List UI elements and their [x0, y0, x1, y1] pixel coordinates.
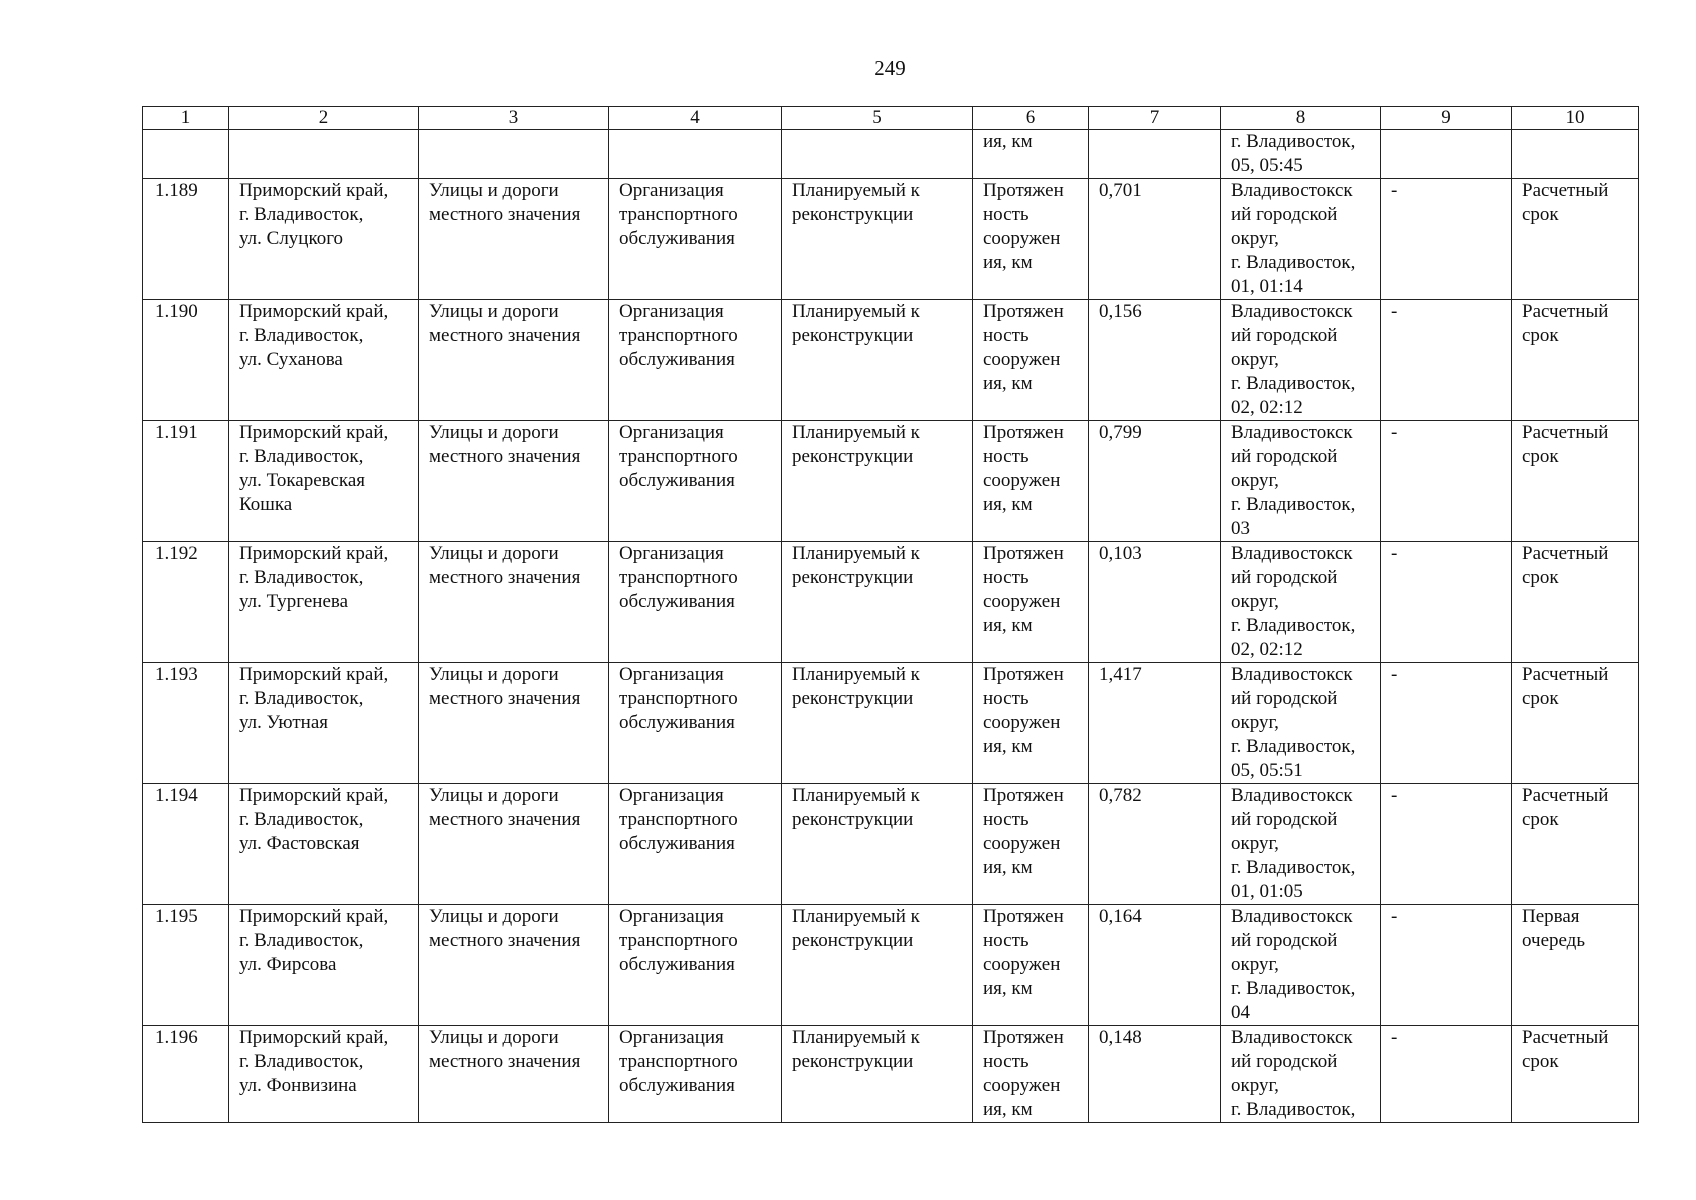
- cell-status: Планируемый к реконструкции: [782, 663, 973, 784]
- cell-location: Владивостокск ий городской округ, г. Владивосток, 05, 05:51: [1221, 663, 1381, 784]
- cell-status: Планируемый к реконструкции: [782, 421, 973, 542]
- cell-num: 1.190: [143, 300, 229, 421]
- cell-location: Владивостокск ий городской округ, г. Владивосток, 03: [1221, 421, 1381, 542]
- table-row: [143, 1026, 1639, 1123]
- cell-value: 1,417: [1089, 663, 1221, 784]
- cell-measure: Протяжен ность сооружен ия, км: [973, 905, 1089, 1026]
- column-header: 2: [229, 107, 419, 130]
- cell-zone: -: [1381, 663, 1512, 784]
- cell-type: Улицы и дороги местного значения: [419, 179, 609, 300]
- cell-purpose: [609, 130, 782, 179]
- cell-name: Приморский край, г. Владивосток, ул. Суханова: [229, 300, 419, 421]
- cell-purpose: Организация транспортного обслуживания: [609, 663, 782, 784]
- cell-location: г. Владивосток, 05, 05:45: [1221, 130, 1381, 179]
- cell-status: Планируемый к реконструкции: [782, 300, 973, 421]
- column-header: 1: [143, 107, 229, 130]
- cell-zone: -: [1381, 784, 1512, 905]
- cell-type: Улицы и дороги местного значения: [419, 542, 609, 663]
- cell-status: Планируемый к реконструкции: [782, 905, 973, 1026]
- cell-term: Расчетный срок: [1512, 179, 1639, 300]
- column-header: 5: [782, 107, 973, 130]
- column-header: 9: [1381, 107, 1512, 130]
- cell-num: 1.194: [143, 784, 229, 905]
- table-row: [143, 905, 1639, 1026]
- cell-type: [419, 130, 609, 179]
- cell-type: Улицы и дороги местного значения: [419, 784, 609, 905]
- cell-measure: Протяжен ность сооружен ия, км: [973, 663, 1089, 784]
- cell-num: 1.191: [143, 421, 229, 542]
- cell-location: Владивостокск ий городской округ, г. Владивосток, 01, 01:05: [1221, 784, 1381, 905]
- cell-num: 1.189: [143, 179, 229, 300]
- cell-zone: [1381, 130, 1512, 179]
- cell-status: [782, 130, 973, 179]
- cell-value: 0,164: [1089, 905, 1221, 1026]
- column-header: 6: [973, 107, 1089, 130]
- cell-zone: -: [1381, 1026, 1512, 1123]
- cell-measure: Протяжен ность сооружен ия, км: [973, 784, 1089, 905]
- cell-measure: Протяжен ность сооружен ия, км: [973, 179, 1089, 300]
- cell-value: 0,148: [1089, 1026, 1221, 1123]
- cell-num: 1.193: [143, 663, 229, 784]
- cell-type: Улицы и дороги местного значения: [419, 300, 609, 421]
- cell-term: Расчетный срок: [1512, 542, 1639, 663]
- cell-name: [229, 130, 419, 179]
- cell-measure: Протяжен ность сооружен ия, км: [973, 1026, 1089, 1123]
- cell-num: 1.196: [143, 1026, 229, 1123]
- cell-type: Улицы и дороги местного значения: [419, 1026, 609, 1123]
- cell-status: Планируемый к реконструкции: [782, 542, 973, 663]
- cell-value: 0,156: [1089, 300, 1221, 421]
- header-row: [143, 107, 1639, 130]
- column-header: 7: [1089, 107, 1221, 130]
- cell-term: Расчетный срок: [1512, 1026, 1639, 1123]
- cell-location: Владивостокск ий городской округ, г. Владивосток, 04: [1221, 905, 1381, 1026]
- cell-location: Владивостокск ий городской округ, г. Владивосток, 01, 01:14: [1221, 179, 1381, 300]
- cell-value: 0,701: [1089, 179, 1221, 300]
- cell-value: 0,782: [1089, 784, 1221, 905]
- cell-term: Расчетный срок: [1512, 300, 1639, 421]
- page-number: 249: [874, 56, 906, 80]
- cell-value: [1089, 130, 1221, 179]
- cell-location: Владивостокск ий городской округ, г. Владивосток, 02, 02:12: [1221, 300, 1381, 421]
- cell-zone: -: [1381, 300, 1512, 421]
- cell-num: [143, 130, 229, 179]
- cell-type: Улицы и дороги местного значения: [419, 421, 609, 542]
- cell-value: 0,103: [1089, 542, 1221, 663]
- cell-value: 0,799: [1089, 421, 1221, 542]
- continuation-row: [143, 130, 1639, 179]
- cell-name: Приморский край, г. Владивосток, ул. Слуцкого: [229, 179, 419, 300]
- cell-measure: Протяжен ность сооружен ия, км: [973, 542, 1089, 663]
- cell-zone: -: [1381, 421, 1512, 542]
- cell-zone: -: [1381, 905, 1512, 1026]
- table-row: [143, 784, 1639, 905]
- cell-purpose: Организация транспортного обслуживания: [609, 905, 782, 1026]
- cell-type: Улицы и дороги местного значения: [419, 905, 609, 1026]
- cell-name: Приморский край, г. Владивосток, ул. Фонвизина: [229, 1026, 419, 1123]
- column-header: 10: [1512, 107, 1639, 130]
- table-row: [143, 421, 1639, 542]
- cell-purpose: Организация транспортного обслуживания: [609, 542, 782, 663]
- cell-name: Приморский край, г. Владивосток, ул. Фирсова: [229, 905, 419, 1026]
- cell-term: Расчетный срок: [1512, 421, 1639, 542]
- column-header: 4: [609, 107, 782, 130]
- cell-type: Улицы и дороги местного значения: [419, 663, 609, 784]
- cell-zone: -: [1381, 179, 1512, 300]
- cell-zone: -: [1381, 542, 1512, 663]
- column-header: 3: [419, 107, 609, 130]
- cell-measure: ия, км: [973, 130, 1089, 179]
- cell-purpose: Организация транспортного обслуживания: [609, 1026, 782, 1123]
- cell-term: Первая очередь: [1512, 905, 1639, 1026]
- table-row: [143, 300, 1639, 421]
- cell-location: Владивостокск ий городской округ, г. Владивосток, 02, 02:12: [1221, 542, 1381, 663]
- cell-purpose: Организация транспортного обслуживания: [609, 421, 782, 542]
- cell-term: Расчетный срок: [1512, 784, 1639, 905]
- cell-status: Планируемый к реконструкции: [782, 784, 973, 905]
- cell-purpose: Организация транспортного обслуживания: [609, 179, 782, 300]
- cell-measure: Протяжен ность сооружен ия, км: [973, 300, 1089, 421]
- cell-name: Приморский край, г. Владивосток, ул. Токаревская Кошка: [229, 421, 419, 542]
- cell-status: Планируемый к реконструкции: [782, 1026, 973, 1123]
- column-header: 8: [1221, 107, 1381, 130]
- cell-term: Расчетный срок: [1512, 663, 1639, 784]
- cell-measure: Протяжен ность сооружен ия, км: [973, 421, 1089, 542]
- cell-purpose: Организация транспортного обслуживания: [609, 300, 782, 421]
- cell-num: 1.192: [143, 542, 229, 663]
- cell-name: Приморский край, г. Владивосток, ул. Фастовская: [229, 784, 419, 905]
- table-row: [143, 663, 1639, 784]
- cell-name: Приморский край, г. Владивосток, ул. Уютная: [229, 663, 419, 784]
- cell-location: Владивостокск ий городской округ, г. Владивосток,: [1221, 1026, 1381, 1123]
- table-row: [143, 179, 1639, 300]
- cell-purpose: Организация транспортного обслуживания: [609, 784, 782, 905]
- cell-status: Планируемый к реконструкции: [782, 179, 973, 300]
- cell-num: 1.195: [143, 905, 229, 1026]
- registry-table: [142, 106, 1639, 1123]
- table-row: [143, 542, 1639, 663]
- cell-term: [1512, 130, 1639, 179]
- cell-name: Приморский край, г. Владивосток, ул. Тургенева: [229, 542, 419, 663]
